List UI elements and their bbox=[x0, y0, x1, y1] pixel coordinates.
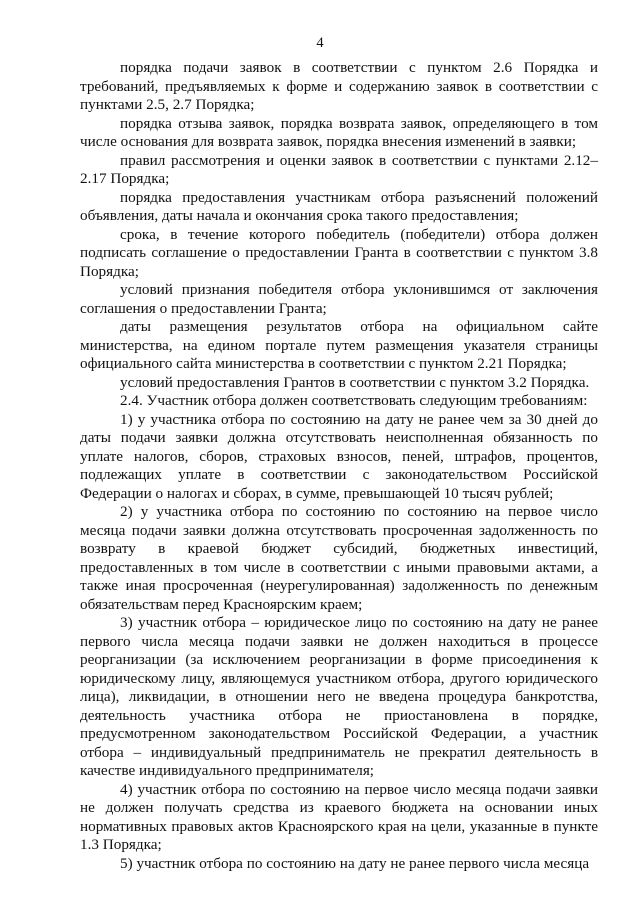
requirement-item-2: 2) у участника отбора по состоянию по состоянию на первое число месяца подачи заявки должна отсутствовать просроченная задолженность по возврату в краевой бюджет субсидий, бюджетных инвестиций, предоставленных в том числе в соответствии с иными правовыми актами, а также иная просроченная (неурегулированная) задолженность по денежным обязательствам перед Красноярским краем; bbox=[80, 503, 598, 613]
paragraph: порядка отзыва заявок, порядка возврата заявок, определяющего в том числе основания для возврата заявок, порядка внесения изменений в заявки; bbox=[80, 114, 598, 150]
paragraph: условий признания победителя отбора уклонившимся от заключения соглашения о предоставлении Гранта; bbox=[80, 281, 598, 317]
requirement-item-1: 1) у участника отбора по состоянию на дату не ранее чем за 30 дней до даты подачи заявки должна отсутствовать неисполненная обязанность по уплате налогов, сборов, страховых взносов, пеней, штрафов, процентов, подлежащих уплате в соответствии с законодательством Российской Федерации о налогах и сборах, в сумме, превышающей 10 тысяч рублей; bbox=[80, 410, 598, 502]
requirement-item-3: 3) участник отбора – юридическое лицо по состоянию на дату не ранее первого числа месяца подачи заявки не должен находиться в процессе реорганизации (за исключением реорганизации в форме присоединения к юридическому лицу, являющемуся участником отбора, другого юридического лица), ликвидации, в отношении него не введена процедура банкротства, деятельность участника отбора не приостановлена в порядке, предусмотренном законодательством Российской Федерации, а участник отбора – индивидуальный предприниматель не прекратил деятельность в качестве индивидуального предпринимателя; bbox=[80, 614, 598, 779]
paragraph: правил рассмотрения и оценки заявок в соответствии с пунктами 2.12–2.17 Порядка; bbox=[80, 151, 598, 187]
paragraph: условий предоставления Грантов в соответствии с пунктом 3.2 Порядка. bbox=[120, 373, 590, 391]
requirement-item-5: 5) участник отбора по состоянию на дату не ранее первого числа месяца bbox=[120, 854, 590, 872]
paragraph: срока, в течение которого победитель (победители) отбора должен подписать соглашение о предоставлении Гранта в соответствии с пунктом 3.8 Порядка; bbox=[80, 225, 598, 280]
page-number: 4 bbox=[316, 35, 324, 51]
paragraph: порядка предоставления участникам отбора разъяснений положений объявления, даты начала и окончания срока такого предоставления; bbox=[80, 188, 598, 224]
paragraph: даты размещения результатов отбора на официальном сайте министерства, на едином портале путем размещения указателя страницы официального сайта министерства в соответствии с пунктом 2.21 Порядка; bbox=[80, 318, 598, 372]
paragraph: порядка подачи заявок в соответствии с пунктом 2.6 Порядка и требований, предъявляемых к форме и содержанию заявок в соответствии с пунктами 2.5, 2.7 Порядка; bbox=[80, 59, 598, 113]
requirement-item-4: 4) участник отбора по состоянию на первое число месяца подачи заявки не должен получать средства из краевого бюджета на основании иных нормативных правовых актов Красноярского края на цели, указанные в пункте 1.3 Порядка; bbox=[80, 780, 598, 853]
document-body bbox=[80, 59, 598, 873]
section-2-4-heading: 2.4. Участник отбора должен соответствовать следующим требованиям: bbox=[120, 392, 588, 409]
